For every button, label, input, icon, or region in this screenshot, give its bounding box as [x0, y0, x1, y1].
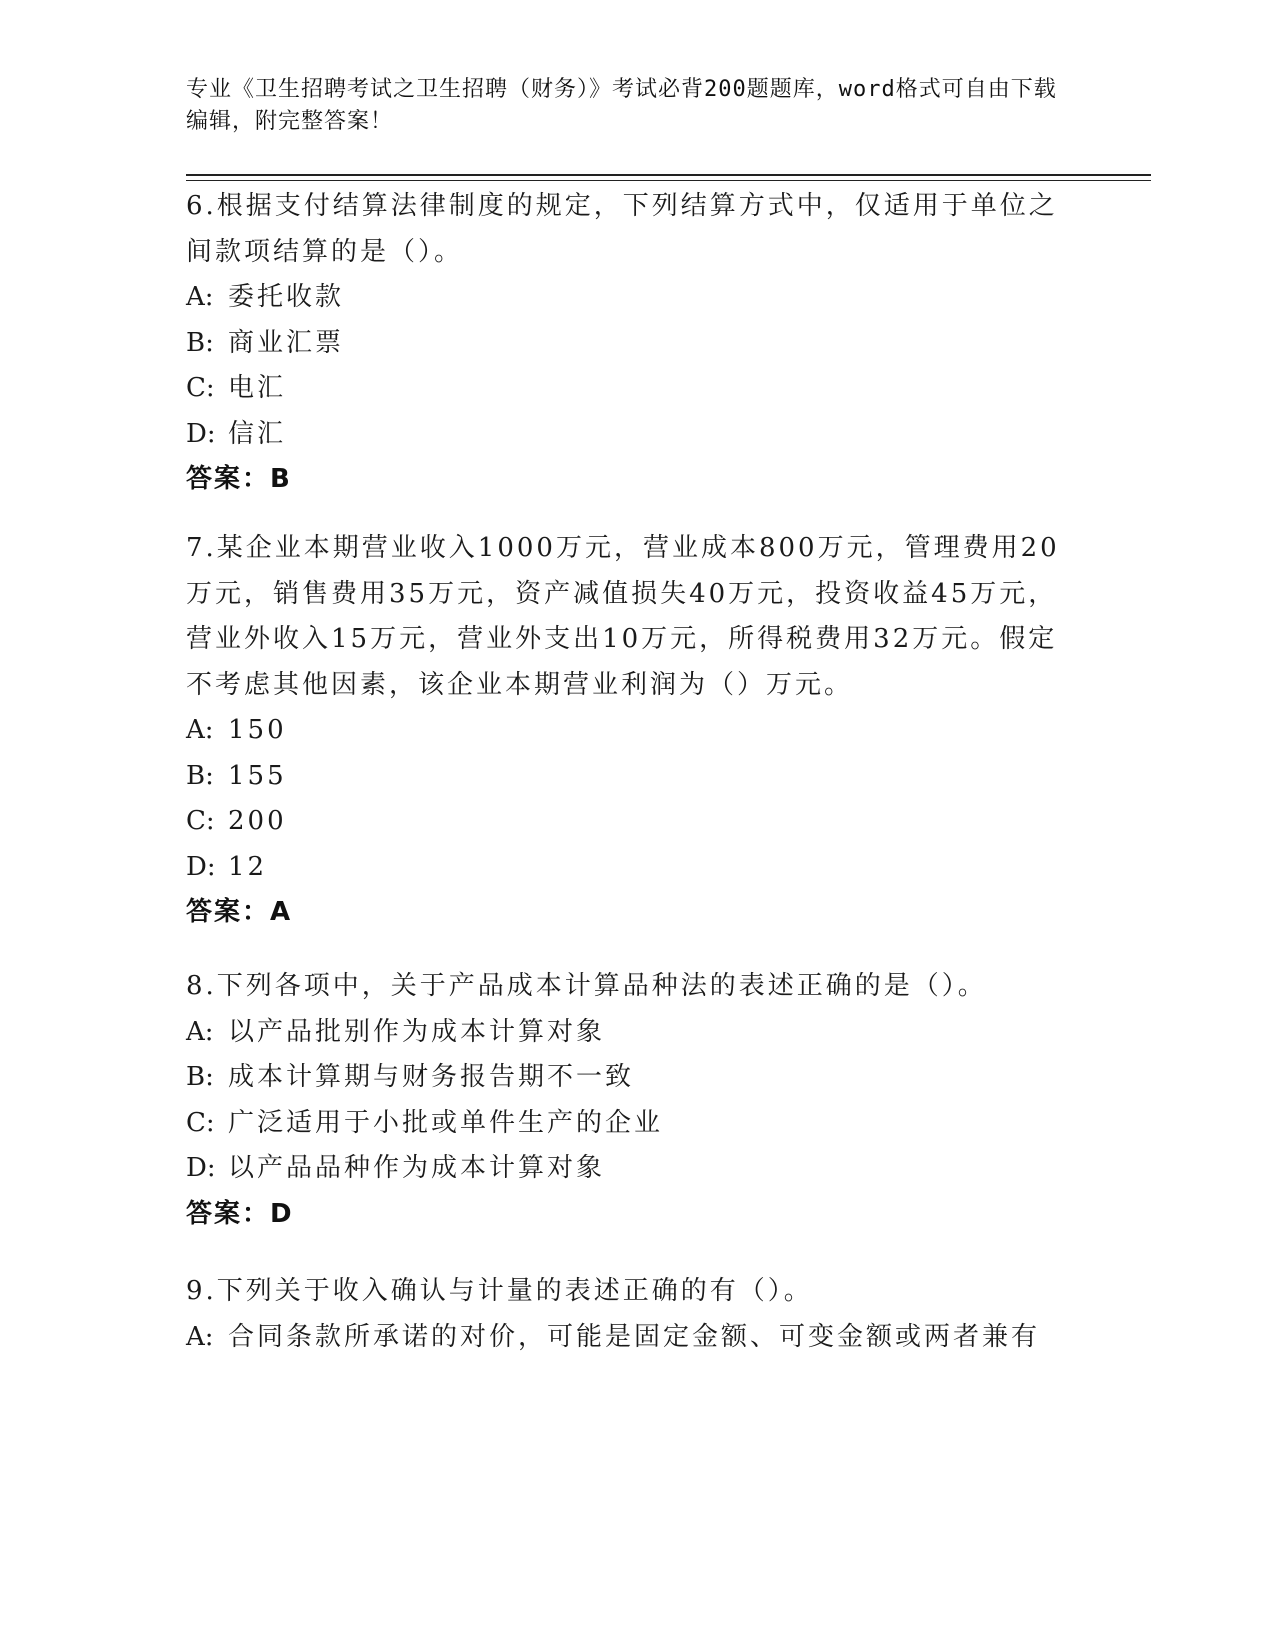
option-key: D:	[186, 1153, 216, 1183]
option-text: 信汇	[228, 418, 287, 449]
option-key: D:	[186, 418, 216, 449]
option-c	[186, 799, 1076, 845]
option-c	[186, 1101, 1076, 1147]
option-key: B:	[186, 1062, 214, 1092]
option-text: 电汇	[228, 373, 287, 403]
header-divider-thin	[186, 180, 1151, 181]
option-key: C:	[186, 373, 215, 403]
option-text: 成本计算期与财务报告期不一致	[228, 1062, 635, 1092]
option-key: C:	[186, 1107, 215, 1138]
answer-line: 答案：A	[186, 897, 293, 927]
option-key: D:	[186, 851, 216, 882]
option-text: 以产品批别作为成本计算对象	[228, 1016, 606, 1047]
question-stem: 6.根据支付结算法律制度的规定，下列结算方式中，仅适用于单位之间款项结算的是（）。	[186, 191, 1058, 267]
option-key: A:	[186, 1321, 214, 1352]
option-text: 155	[228, 760, 287, 791]
option-a	[186, 1315, 1076, 1361]
document-header: 专业《卫生招聘考试之卫生招聘（财务）》考试必背200题题库，word格式可自由下载编辑，附完整答案！	[186, 77, 1057, 134]
option-c	[186, 366, 1076, 412]
question-stem: 7.某企业本期营业收入1000万元，营业成本800万元，管理费用20万元，销售费用35万元，资产减值损失40万元，投资收益45万元，营业外收入15万元，营业外支出10万元，所得税费用32万元。假定不考虑其他因素，该企业本期营业利润为（）万元。	[186, 533, 1060, 700]
option-text: 委托收款	[228, 282, 345, 312]
option-b	[186, 321, 1076, 367]
option-text: 12	[228, 851, 268, 882]
option-d	[186, 1146, 1076, 1192]
option-b	[186, 1055, 1076, 1101]
option-text: 广泛适用于小批或单件生产的企业	[228, 1107, 664, 1138]
option-a	[186, 275, 1076, 321]
option-key: B:	[186, 327, 214, 358]
option-text: 以产品品种作为成本计算对象	[228, 1153, 606, 1183]
option-text: 200	[228, 806, 287, 836]
option-key: A:	[186, 282, 214, 312]
option-a	[186, 1010, 1076, 1056]
question-7	[186, 526, 1076, 936]
question-stem: 8.下列各项中，关于产品成本计算品种法的表述正确的是（）。	[186, 971, 987, 1001]
option-key: B:	[186, 760, 214, 791]
question-6	[186, 184, 1076, 503]
option-key: C:	[186, 806, 215, 836]
option-text: 商业汇票	[228, 327, 345, 358]
question-9	[186, 1269, 1076, 1360]
answer-line: 答案：B	[186, 464, 292, 494]
option-b	[186, 754, 1076, 800]
option-d	[186, 412, 1076, 458]
option-text: 合同条款所承诺的对价，可能是固定金额、可变金额或两者兼有	[228, 1321, 1041, 1352]
answer-line: 答案：D	[186, 1198, 294, 1229]
option-d	[186, 845, 1076, 891]
option-key: A:	[186, 1016, 214, 1047]
option-a	[186, 708, 1076, 754]
option-text: 150	[228, 715, 287, 745]
header-divider	[186, 174, 1151, 176]
question-stem: 9.下列关于收入确认与计量的表述正确的有（）。	[186, 1276, 813, 1306]
option-key: A:	[186, 715, 214, 745]
question-8	[186, 964, 1076, 1237]
